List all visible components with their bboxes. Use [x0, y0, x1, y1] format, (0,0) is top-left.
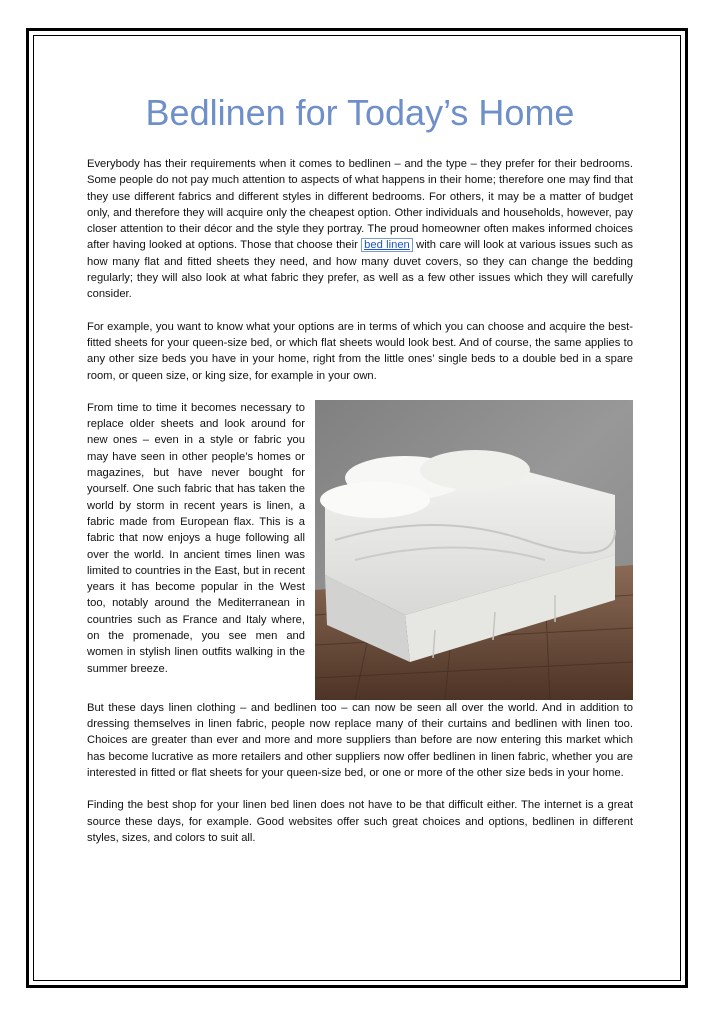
bed-linen-link[interactable]: bed linen	[361, 238, 413, 252]
text-with-image	[87, 400, 633, 700]
paragraph-5: Finding the best shop for your linen bed linen does not have to be that difficult either. The internet is a great source these days, for example. Good websites offer such great choices and options, bedlinen in different styles, sizes, and colors to suit all.	[87, 799, 633, 844]
paragraph-1-text-b: with care will look at various issues such as how many flat and fitted sheets they need, and how many duvet covers, so they can change the bedding regularly; they will also look at what fabric they prefer, as well as a few other issues which they will carefully consider.	[87, 239, 633, 301]
article-body	[87, 156, 633, 862]
paragraph-3: From time to time it becomes necessary to replace older sheets and look around for new ones – even in a style or fabric you may have seen in other people’s homes or magazines, but have never bought for yourself. One such fabric that has taken the world by storm in recent years is linen, a fabric made from European flax. This is a fabric that now enjoys a huge following all over the world. In ancient times linen was limited to countries in the East, but in recent years it has become popular in the West too, notably around the Mediterranean in countries such as France and Italy where, on the promenade, you see men and women in stylish linen outfits walking in the summer breeze.	[87, 401, 305, 675]
page-title: Bedlinen for Today’s Home	[145, 92, 575, 133]
paragraph-2: For example, you want to know what your options are in terms of which you can choose and acquire the best-fitted sheets for your queen-size bed, or which flat sheets would look best. And of course, the same applies to any other size beds you have in your home, right from the little ones’ single beds to a double bed in a spare room, or queen size, or king size, for example in your own.	[87, 320, 633, 382]
bed-photo-illustration	[315, 400, 633, 700]
paragraph-1-text-a: Everybody has their requirements when it comes to bedlinen – and the type – they prefer for their bedrooms. Some people do not pay much attention to aspects of what happens in their home; therefore one may find that they use different fabrics and different styles in different bedrooms. For others, it may be a matter of budget only, and therefore they will acquire only the cheapest option. Other individuals and households, however, pay closer attention to their décor and the style they portray. The proud homeowner often makes informed choices after having looked at options. Those that choose their	[87, 158, 633, 252]
bed-photo	[315, 400, 633, 700]
paragraph-4: But these days linen clothing – and bedlinen too – can now be seen all over the world. And in addition to dressing themselves in linen fabric, people now replace many of their curtains and bedlinen with linen too. Choices are greater than ever and more and more suppliers than before are now entering this market which has become lucrative as more retailers and other suppliers now offer bedlinen in linen fabric, whether you are interested in fitted or flat sheets for your queen-size bed, or one or more of the other size beds in your home.	[87, 701, 633, 780]
paragraph-1	[87, 156, 633, 303]
